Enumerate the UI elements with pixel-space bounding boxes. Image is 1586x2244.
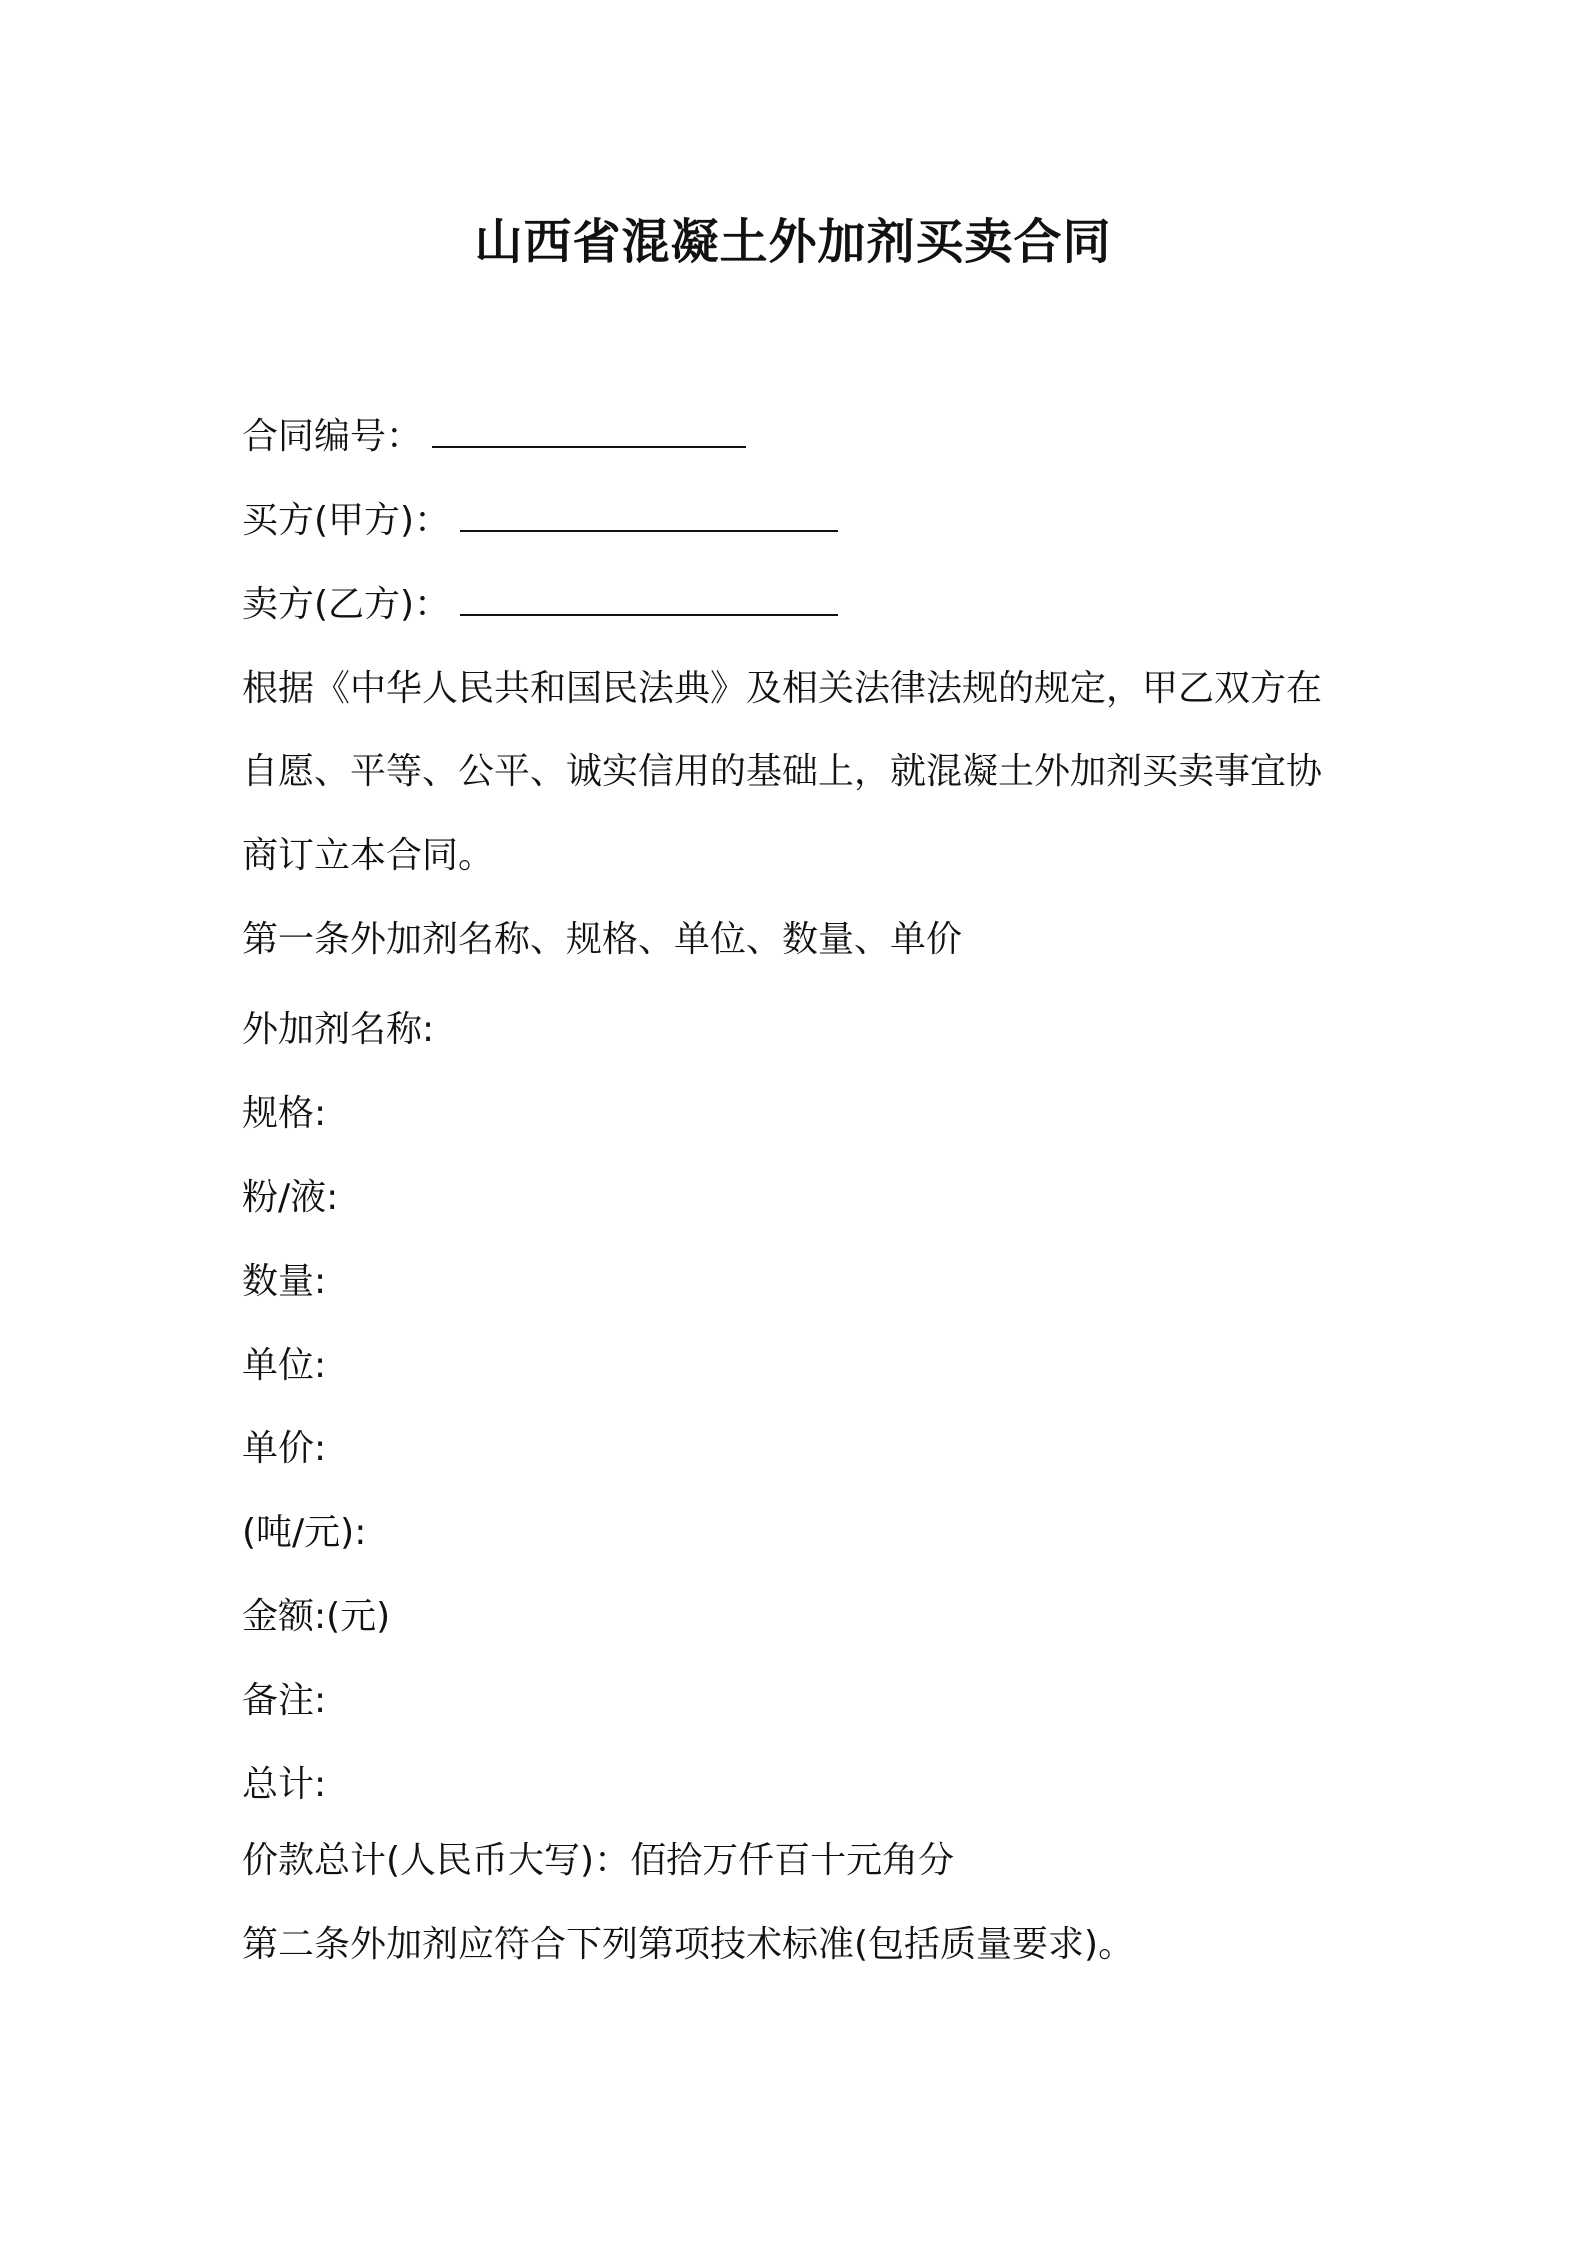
seller-blank[interactable] xyxy=(460,584,838,616)
item-price-per-ton: (吨/元): xyxy=(242,1512,367,1553)
buyer-label: 买方(甲方)： xyxy=(242,500,451,541)
item-amount: 金额:(元) xyxy=(242,1596,391,1637)
item-total: 总计: xyxy=(242,1764,327,1805)
buyer-blank[interactable] xyxy=(460,500,838,532)
seller-label: 卖方(乙方)： xyxy=(242,584,451,625)
preamble-line-3: 商订立本合同。 xyxy=(242,835,495,876)
contract-number-label: 合同编号： xyxy=(242,416,423,457)
item-unit: 单位: xyxy=(242,1345,327,1386)
preamble-line-1: 根据《中华人民共和国民法典》及相关法律法规的规定，甲乙双方在 xyxy=(242,668,1323,709)
contract-number-blank[interactable] xyxy=(432,416,746,448)
preamble-line-2: 自愿、平等、公平、诚实信用的基础上，就混凝土外加剂买卖事宜协 xyxy=(242,751,1323,792)
article-2-heading: 第二条外加剂应符合下列第项技术标准(包括质量要求)。 xyxy=(242,1924,1135,1965)
seller-field xyxy=(242,581,1362,629)
item-unit-price: 单价: xyxy=(242,1428,327,1469)
document-title: 山西省混凝土外加剂买卖合同 xyxy=(474,214,1112,270)
article-1-heading: 第一条外加剂名称、规格、单位、数量、单价 xyxy=(242,919,963,960)
contract-number-field xyxy=(242,413,1362,461)
total-in-words: 价款总计(人民币大写)：佰拾万仟百十元角分 xyxy=(242,1840,955,1881)
item-quantity: 数量: xyxy=(242,1261,327,1302)
item-admixture-name: 外加剂名称: xyxy=(242,1009,435,1050)
item-powder-liquid: 粉/液: xyxy=(242,1177,339,1218)
item-remarks: 备注: xyxy=(242,1680,327,1721)
buyer-field xyxy=(242,497,1362,545)
item-specification: 规格: xyxy=(242,1093,327,1134)
